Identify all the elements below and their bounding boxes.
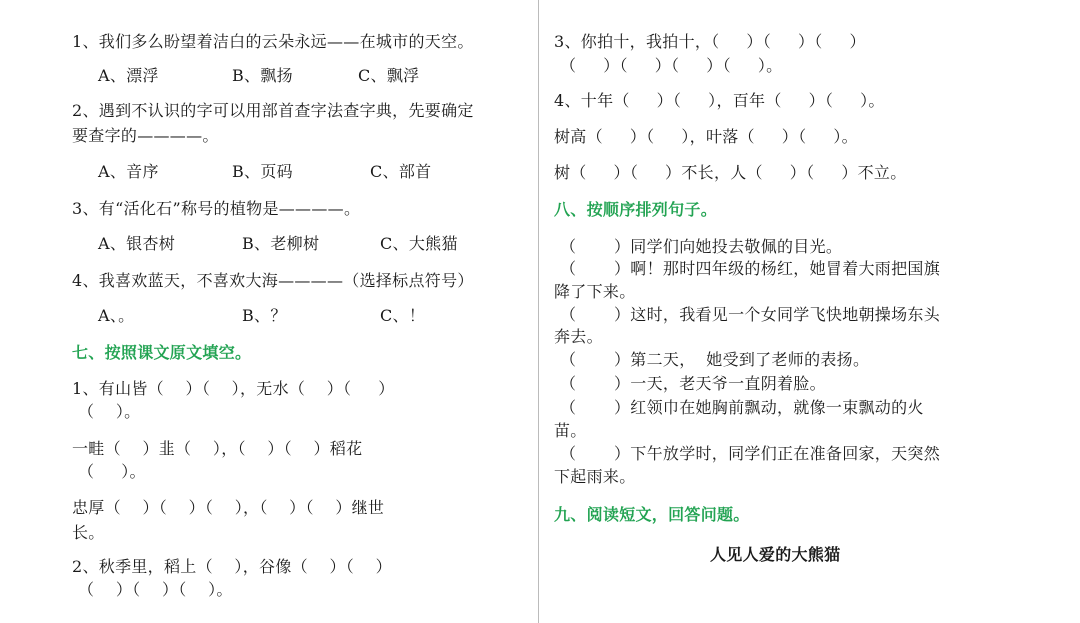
q4-option-b: B、？ xyxy=(242,306,287,325)
s8-sentence-2b: 降了下来。 xyxy=(554,282,636,301)
question-2-line1: 2、遇到不认识的字可以用部首查字法查字典，先要确定 xyxy=(72,101,474,120)
q4-option-c: C、！ xyxy=(380,306,426,325)
s7-item2-line2: （ ）（ ）（ ）。 xyxy=(78,580,233,599)
s7-itemB-line1: 忠厚（ ）（ ）（ ），（ ）（ ）继世 xyxy=(72,498,385,517)
q1-option-a: A、漂浮 xyxy=(98,66,159,85)
question-3: 3、有“活化石”称号的植物是————。 xyxy=(72,199,361,218)
s8-sentence-7a: （ ）下午放学时，同学们正在准备回家，天突然 xyxy=(560,444,941,463)
s7-itemB-line2: 长。 xyxy=(72,523,105,542)
question-2-line2: 要查字的————。 xyxy=(72,126,219,145)
s8-sentence-6b: 苗。 xyxy=(554,421,587,440)
s8-sentence-3a: （ ）这时，我看见一个女同学飞快地朝操场东头 xyxy=(560,305,941,324)
r4-line3: 树（ ）（ ）不长，人（ ）（ ）不立。 xyxy=(554,163,907,182)
question-4: 4、我喜欢蓝天，不喜欢大海————（选择标点符号） xyxy=(72,271,474,290)
r3-line2: （ ）（ ）（ ）（ ）。 xyxy=(560,56,783,75)
s8-sentence-2a: （ ）啊！那时四年级的杨红，她冒着大雨把国旗 xyxy=(560,259,941,278)
section-9-heading: 九、阅读短文，回答问题。 xyxy=(554,505,750,524)
s7-item1-line1: 1、有山皆（ ）（ ），无水（ ）（ ） xyxy=(72,379,395,398)
q2-option-c: C、部首 xyxy=(370,162,432,181)
q1-option-c: C、飘浮 xyxy=(358,66,420,85)
r4-line2: 树高（ ）（ ），叶落（ ）（ ）。 xyxy=(554,127,858,146)
q3-option-c: C、大熊猫 xyxy=(380,234,458,253)
s8-sentence-5: （ ）一天，老天爷一直阴着脸。 xyxy=(560,374,826,393)
s7-itemA-line1: 一畦（ ）韭（ ），（ ）（ ）稻花 xyxy=(72,439,363,458)
s8-sentence-3b: 奔去。 xyxy=(554,327,603,346)
s8-sentence-6a: （ ）红领巾在她胸前飘动，就像一束飘动的火 xyxy=(560,398,924,417)
q3-option-a: A、银杏树 xyxy=(98,234,176,253)
s8-sentence-4: （ ）第二天， 她受到了老师的表扬。 xyxy=(560,350,870,369)
s7-itemA-line2: （ ）。 xyxy=(78,462,146,481)
q1-option-b: B、飘扬 xyxy=(232,66,293,85)
q2-option-b: B、页码 xyxy=(232,162,293,181)
r4-line1: 4、十年（ ）（ ），百年（ ）（ ）。 xyxy=(554,91,885,110)
q2-option-a: A、音序 xyxy=(98,162,159,181)
s8-sentence-7b: 下起雨来。 xyxy=(554,467,636,486)
s7-item1-line2: （ ）。 xyxy=(78,402,141,421)
q4-option-a: A、。 xyxy=(98,306,135,325)
question-1: 1、我们多么盼望着洁白的云朵永远——在城市的天空。 xyxy=(72,32,474,51)
right-column xyxy=(540,0,1080,623)
passage-title: 人见人爱的大熊猫 xyxy=(710,545,841,564)
section-7-heading: 七、按照课文原文填空。 xyxy=(72,343,252,362)
q3-option-b: B、老柳树 xyxy=(242,234,320,253)
s7-item2-line1: 2、秋季里，稻上（ ），谷像（ ）（ ） xyxy=(72,557,392,576)
s8-sentence-1: （ ）同学们向她投去敬佩的目光。 xyxy=(560,237,843,256)
section-8-heading: 八、按顺序排列句子。 xyxy=(554,200,718,219)
r3-line1: 3、你拍十，我拍十，（ ）（ ）（ ） xyxy=(554,32,866,51)
